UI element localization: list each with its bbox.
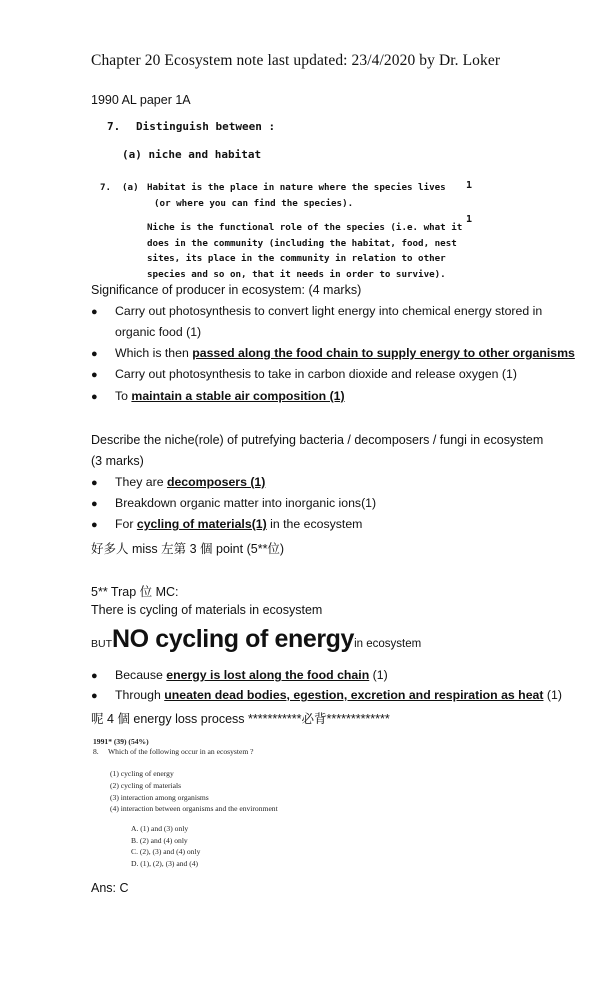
bullet-text: Breakdown organic matter into inorganic ions(1)	[115, 496, 377, 510]
list-item	[91, 346, 575, 363]
bullet-text	[115, 475, 265, 492]
mc-option: C. (2), (3) and (4) only	[131, 847, 201, 856]
bullet-text-emphasis: maintain a stable air composition (1)	[131, 389, 345, 403]
bullet-text	[115, 517, 362, 534]
bullet-icon: ●	[91, 477, 98, 489]
list-item	[91, 496, 376, 513]
bullet-text	[115, 346, 575, 363]
key-statement	[91, 625, 421, 654]
list-item	[91, 304, 542, 321]
bullet-text: Carry out photosynthesis to take in carbon dioxide and release oxygen (1)	[115, 367, 517, 381]
key-statement-prefix: BUT	[91, 638, 112, 650]
bullet-text-plain: (1)	[543, 688, 562, 702]
bullet-text-plain: Which is then	[115, 346, 193, 360]
model-answer	[147, 180, 462, 283]
bullet-icon: ●	[91, 670, 98, 682]
key-statement-suffix: in ecosystem	[354, 638, 422, 650]
bullet-icon: ●	[91, 498, 98, 510]
bullet-icon: ●	[91, 348, 98, 360]
mc-reference: 1991* (39) (54%)	[93, 737, 149, 746]
mc-item: (3) interaction among organisms	[110, 793, 209, 802]
answer-line: Habitat is the place in nature where the species lives	[147, 182, 446, 193]
bullet-text-emphasis: passed along the food chain to supply energy to other organisms	[192, 346, 575, 360]
list-item	[91, 367, 517, 384]
mc-item: (4) interaction between organisms and the environment	[110, 804, 278, 813]
bullet-icon: ●	[91, 306, 98, 318]
section-heading-continued: (3 marks)	[91, 454, 144, 468]
trap-title: 5** Trap 位 MC:	[91, 585, 179, 599]
answer-line: does in the community (including the habitat, food, nest	[147, 237, 457, 249]
answer-line: Niche is the functional role of the species (i.e. what it	[147, 222, 463, 234]
bullet-icon: ●	[91, 519, 98, 531]
answer-line: species and so on, that it needs in order to survive).	[147, 268, 446, 280]
bullet-text	[115, 668, 388, 685]
section-heading: Describe the niche(role) of putrefying bacteria / decomposers / fungi in ecosystem	[91, 433, 544, 447]
bullet-text-emphasis: cycling of materials(1)	[136, 517, 267, 531]
answer-line: sites, its place in the community in relation to other	[147, 253, 446, 265]
mc-option: B. (2) and (4) only	[131, 836, 188, 845]
answer-number: 7.	[100, 182, 112, 193]
bullet-text-plain: (1)	[369, 668, 388, 682]
chinese-note: 呢 4 個 energy loss process ***********必背*************	[91, 712, 390, 726]
bullet-icon: ●	[91, 369, 98, 381]
list-item	[91, 475, 265, 492]
bullet-icon: ●	[91, 391, 98, 403]
section-heading: Significance of producer in ecosystem: (4 marks)	[91, 283, 362, 297]
mc-item: (2) cycling of materials	[110, 781, 182, 790]
bullet-text-plain: in the ecosystem	[266, 517, 363, 531]
chinese-note: 好多人 miss 左第 3 個 point (5**位)	[91, 542, 285, 556]
bullet-text-emphasis: energy is lost along the food chain	[166, 668, 370, 682]
mc-item: (1) cycling of energy	[110, 769, 174, 778]
mc-number: 8.	[93, 747, 99, 756]
bullet-icon: ●	[91, 690, 98, 702]
mc-option: A. (1) and (3) only	[131, 824, 189, 833]
bullet-text	[115, 389, 345, 406]
question-number: 7.	[107, 120, 121, 133]
answer-part: (a)	[122, 182, 139, 193]
list-item	[91, 688, 562, 705]
bullet-text-continued: organic food (1)	[115, 325, 202, 339]
mc-option: D. (1), (2), (3) and (4)	[131, 859, 199, 868]
bullet-text-plain: Because	[115, 668, 167, 682]
list-item	[91, 517, 362, 534]
question-part: (a) niche and habitat	[122, 148, 262, 161]
bullet-text	[115, 688, 562, 705]
list-item	[91, 389, 345, 406]
key-statement-emphasis: NO cycling of energy	[112, 625, 355, 653]
bullet-text: Carry out photosynthesis to convert light energy into chemical energy stored in	[115, 304, 543, 318]
paper-reference: 1990 AL paper 1A	[91, 93, 191, 107]
bullet-text-plain: They are	[115, 475, 167, 489]
trap-statement: There is cycling of materials in ecosystem	[91, 603, 323, 617]
mark-value: 1	[466, 180, 473, 191]
answer-line: (or where you can find the species).	[154, 197, 354, 209]
bullet-text-plain: Through	[115, 688, 165, 702]
question-prompt: Distinguish between :	[136, 120, 276, 133]
list-item	[91, 668, 388, 685]
bullet-text-plain: For	[115, 517, 137, 531]
mark-value: 1	[466, 214, 473, 225]
page-title: Chapter 20 Ecosystem note last updated: 23/4/2020 by Dr. Loker	[91, 52, 501, 69]
bullet-text-emphasis: uneaten dead bodies, egestion, excretion and respiration as heat	[164, 688, 544, 702]
mc-question: Which of the following occur in an ecosystem ?	[108, 747, 254, 756]
answer-key: Ans: C	[91, 881, 129, 895]
bullet-text-emphasis: decomposers (1)	[166, 475, 266, 489]
bullet-text-plain: To	[115, 389, 132, 403]
